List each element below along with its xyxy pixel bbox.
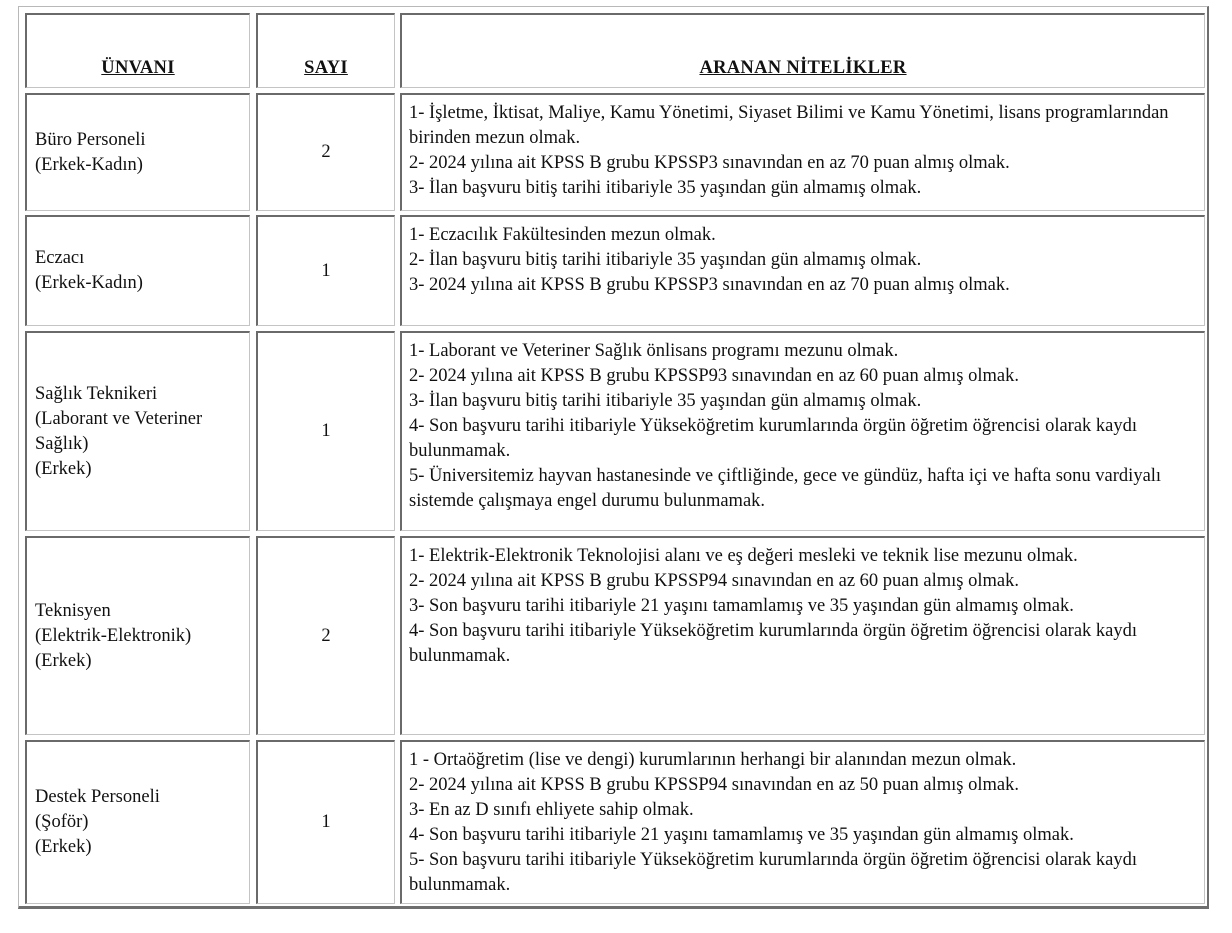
row-title-eczaci [25,215,250,326]
row-title-teknisyen [25,536,250,735]
row-qualifications-destek-personeli [400,740,1205,904]
qualification-item: 3- 2024 yılına ait KPSS B grubu KPSSP3 sınavından en az 70 puan almış olmak. [409,275,1010,295]
qualification-item: 2- 2024 yılına ait KPSS B grubu KPSSP3 sınavından en az 70 puan almış olmak. [409,153,1010,173]
qualification-item: 1- Elektrik-Elektronik Teknolojisi alanı ve eş değeri mesleki ve teknik lise mezunu olmak. [409,546,1078,566]
title-line: Destek Personeli [35,787,160,807]
header-title [25,13,250,88]
qualification-item: 3- En az D sınıfı ehliyete sahip olmak. [409,800,694,820]
qualification-item: 2- 2024 yılına ait KPSS B grubu KPSSP94 sınavından en az 60 puan almış olmak. [409,571,1019,591]
title-line: Teknisyen [35,600,111,621]
row-count-saglik-teknikeri [256,331,395,531]
header-count-label: SAYI [304,58,348,78]
row-count-buro-personeli [256,93,395,211]
count-value: 1 [321,812,331,832]
header-qualifications-label: ARANAN NİTELİKLER [699,58,907,78]
qualification-item: 1 - Ortaöğretim (lise ve dengi) kurumlarının herhangi bir alanından mezun olmak. [409,750,1017,770]
row-qualifications-teknisyen [400,536,1205,735]
qualification-item: 2- 2024 yılına ait KPSS B grubu KPSSP94 sınavından en az 50 puan almış olmak. [409,775,1019,795]
qualification-item: 4- Son başvuru tarihi itibariyle 21 yaşını tamamlamış ve 35 yaşından gün almamış olmak. [409,825,1074,845]
row-count-teknisyen [256,536,395,735]
title-line: (Erkek) [35,458,92,479]
qualification-item: 3- İlan başvuru bitiş tarihi itibariyle 35 yaşından gün almamış olmak. [409,391,922,411]
title-line: Sağlık Teknikeri [35,383,158,404]
count-value: 1 [321,421,331,441]
qualification-item: 5- Son başvuru tarihi itibariyle Yükseköğretim kurumlarında örgün öğretim öğrencisi olarak kaydı bulunmamak. [409,850,1138,895]
title-line: (Elektrik-Elektronik) [35,625,192,646]
title-line: Büro Personeli [35,129,146,150]
qualification-item: 1- Laborant ve Veteriner Sağlık önlisans programı mezunu olmak. [409,341,899,361]
row-title-destek-personeli [25,740,250,904]
qualification-item: 3- Son başvuru tarihi itibariyle 21 yaşını tamamlamış ve 35 yaşından gün almamış olmak. [409,596,1074,616]
title-line: (Erkek-Kadın) [35,154,143,175]
row-count-eczaci [256,215,395,326]
title-line: (Laborant ve Veteriner [35,408,203,429]
qualification-item: 5- Üniversitemiz hayvan hastanesinde ve çiftliğinde, gece ve gündüz, hafta içi ve hafta sonu vardiyalı sistemde çalışmaya engel durumu bulunmamak. [409,466,1162,511]
count-value: 2 [321,142,331,162]
row-count-destek-personeli [256,740,395,904]
title-line: (Şoför) [35,812,89,832]
row-qualifications-eczaci [400,215,1205,326]
header-count [256,13,395,88]
count-value: 2 [321,625,331,646]
title-line: Sağlık) [35,433,89,454]
title-line: (Erkek) [35,837,92,857]
header-title-label: ÜNVANI [101,58,175,78]
title-line: (Erkek-Kadın) [35,273,143,293]
qualification-item: 3- İlan başvuru bitiş tarihi itibariyle 35 yaşından gün almamış olmak. [409,178,922,198]
qualification-item: 1- İşletme, İktisat, Maliye, Kamu Yönetimi, Siyaset Bilimi ve Kamu Yönetimi, lisans programlarından birinden mezun olmak. [409,103,1169,148]
row-qualifications-buro-personeli [400,93,1205,211]
qualification-item: 2- 2024 yılına ait KPSS B grubu KPSSP93 sınavından en az 60 puan almış olmak. [409,366,1019,386]
qualification-item: 2- İlan başvuru bitiş tarihi itibariyle 35 yaşından gün almamış olmak. [409,250,922,270]
qualification-item: 4- Son başvuru tarihi itibariyle Yükseköğretim kurumlarında örgün öğretim öğrencisi olarak kaydı bulunmamak. [409,621,1138,666]
qualification-item: 4- Son başvuru tarihi itibariyle Yükseköğretim kurumlarında örgün öğretim öğrencisi olarak kaydı bulunmamak. [409,416,1138,461]
title-line: (Erkek) [35,650,92,671]
title-line: Eczacı [35,248,85,268]
qualification-item: 1- Eczacılık Fakültesinden mezun olmak. [409,225,716,245]
row-title-saglik-teknikeri [25,331,250,531]
row-qualifications-saglik-teknikeri [400,331,1205,531]
header-qualifications [400,13,1205,88]
row-title-buro-personeli [25,93,250,211]
positions-table [18,6,1209,909]
count-value: 1 [321,260,331,281]
